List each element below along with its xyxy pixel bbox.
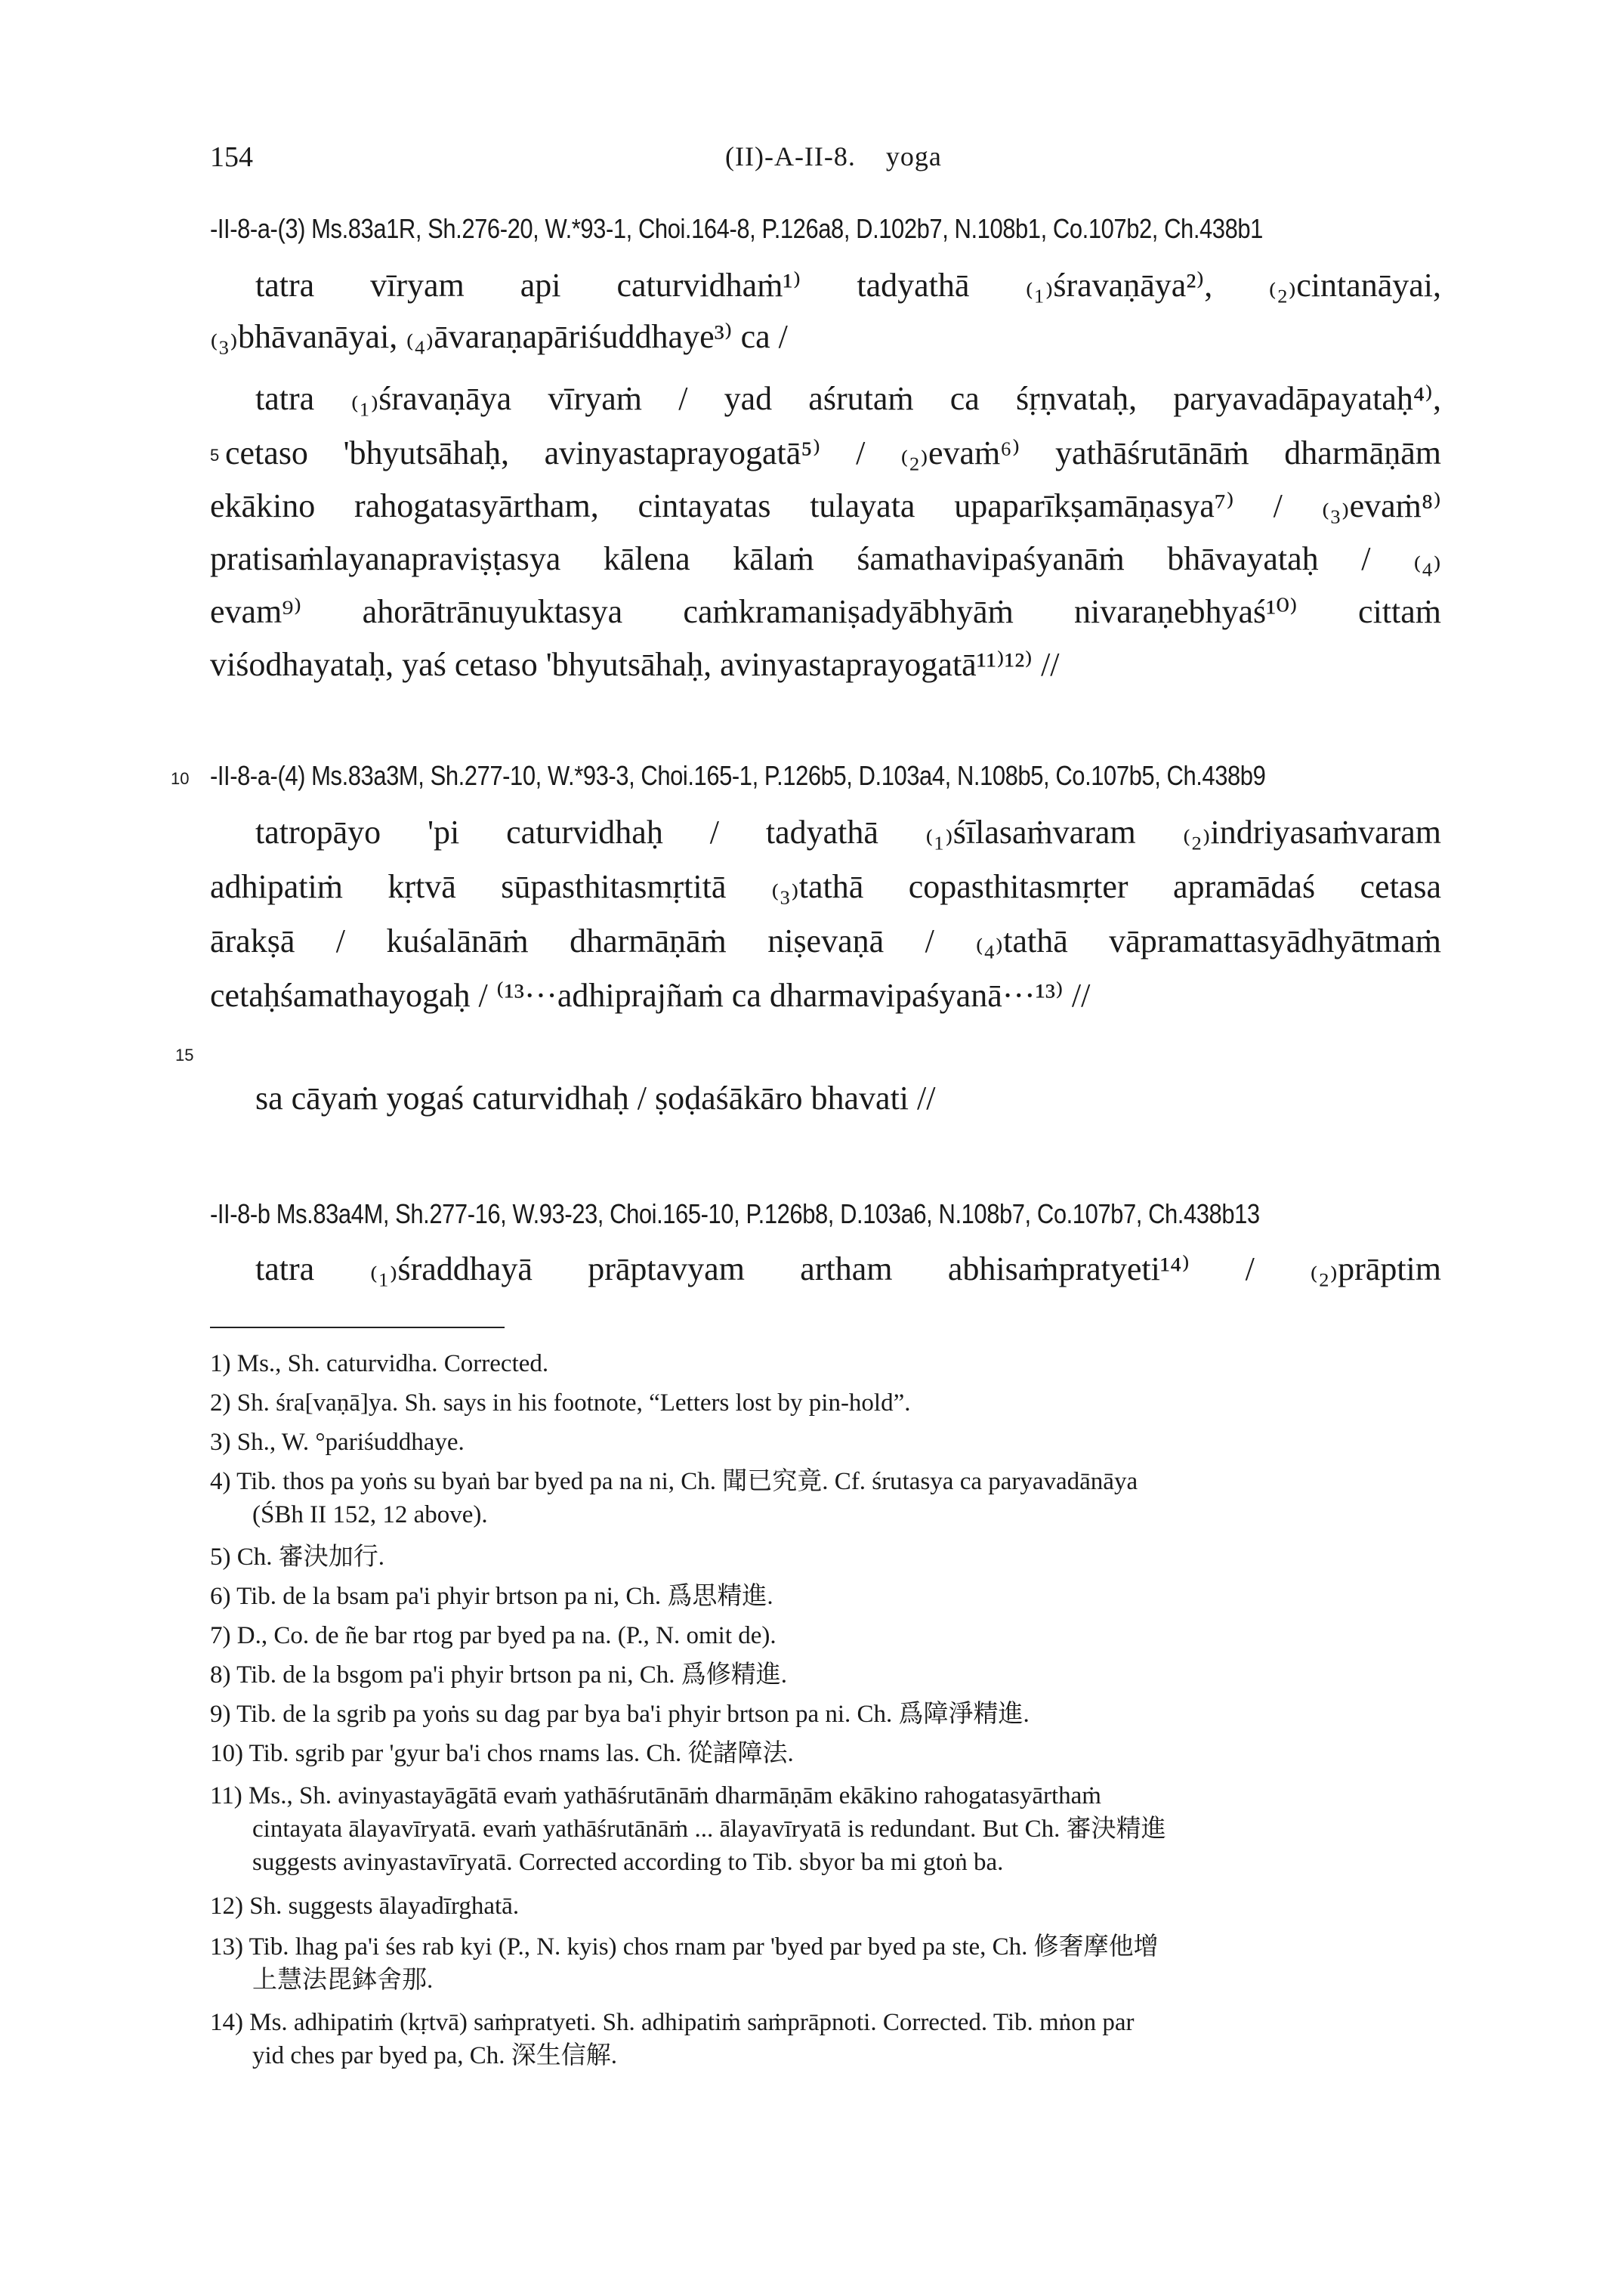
footnote-4-continued: (ŚBh II 152, 12 above).	[252, 1501, 488, 1528]
body-line-13: sa cāyaṁ yogaś caturvidhaḥ / ṣoḍaśākāro bhavati //	[255, 1080, 936, 1117]
footnote-5: 5) Ch. 審決加行.	[210, 1544, 384, 1571]
body-line-8: viśodhayataḥ, yaś cetaso 'bhyutsāhaḥ, avinyastaprayogatā¹¹⁾¹²⁾ //	[210, 646, 1060, 683]
body-line-6: pratisaṁlayanapraviṣṭasya kālena kālaṁ śamathavipaśyanāṁ bhāvayataḥ / ₍₄₎	[210, 540, 1441, 577]
footnote-14: 14) Ms. adhipatiṁ (kṛtvā) saṁpratyeti. Sh. adhipatiṁ saṁprāpnoti. Corrected. Tib. mṅon par	[210, 2009, 1135, 2036]
section-reference-2: -II-8-a-(4) Ms.83a3M, Sh.277-10, W.*93-3, Choi.165-1, P.126b5, D.103a4, N.108b5, Co.107b5, Ch.438b9	[210, 760, 1266, 791]
footnote-3: 3) Sh., W. °pariśuddhaye.	[210, 1429, 465, 1456]
footnote-11: 11) Ms., Sh. avinyastayāgātā evaṁ yathāśrutānāṁ dharmāṇām ekākino rahogatasyārthaṁ	[210, 1782, 1101, 1809]
footnote-8: 8) Tib. de la bsgom pa'i phyir brtson pa ni, Ch. 爲修精進.	[210, 1661, 788, 1689]
section-reference-3: -II-8-b Ms.83a4M, Sh.277-16, W.93-23, Choi.165-10, P.126b8, D.103a6, N.108b7, Co.107b7, Ch.438b13	[210, 1198, 1260, 1229]
footnote-rule	[210, 1327, 505, 1328]
page-number: 154	[210, 141, 253, 173]
body-line-10: adhipatiṁ kṛtvā sūpasthitasmṛtitā ₍₃₎tathā copasthitasmṛter apramādaś cetasa	[210, 868, 1441, 905]
footnote-13-continued: 上慧法毘鉢舍那.	[252, 1967, 434, 1994]
line-number-10: 10	[171, 769, 190, 788]
line-number-5: 5	[210, 446, 220, 465]
footnote-11-continued-1: cintayata ālayavīryatā. evaṁ yathāśrutānāṁ ... ālayavīryatā is redundant. But Ch. 審決精進	[252, 1815, 1166, 1843]
footnote-1: 1) Ms., Sh. caturvidha. Corrected.	[210, 1350, 549, 1377]
running-title: (II)-A-II-8. yoga	[725, 141, 942, 172]
footnote-13: 13) Tib. lhag pa'i śes rab kyi (P., N. kyis) chos rnam par 'byed par byed pa ste, Ch. 修奢摩他增	[210, 1933, 1159, 1961]
footnote-6: 6) Tib. de la bsam pa'i phyir brtson pa ni, Ch. 爲思精進.	[210, 1583, 773, 1610]
body-line-4: cetaso 'bhyutsāhaḥ, avinyastaprayogatā⁵⁾ / ₍₂₎evaṁ⁶⁾ yathāśrutānāṁ dharmāṇām	[225, 434, 1441, 471]
footnote-11-continued-2: suggests avinyastavīryatā. Corrected according to Tib. sbyor ba mi gtoṅ ba.	[252, 1849, 1004, 1876]
body-line-11: ārakṣā / kuśalānāṁ dharmāṇāṁ niṣevaṇā / ₍₄₎tathā vāpramattasyādhyātmaṁ	[210, 922, 1441, 959]
body-line-12: cetaḥśamathayogaḥ / ⁽¹³···adhiprajñaṁ ca dharmavipaśyanā···¹³⁾ //	[210, 977, 1091, 1014]
line-number-15: 15	[175, 1046, 194, 1065]
body-line-7: evam⁹⁾ ahorātrānuyuktasya caṁkramaniṣadyābhyāṁ nivaraṇebhyaś¹⁰⁾ cittaṁ	[210, 593, 1441, 630]
section-reference-1: -II-8-a-(3) Ms.83a1R, Sh.276-20, W.*93-1, Choi.164-8, P.126a8, D.102b7, N.108b1, Co.107b2, Ch.438b1	[210, 213, 1263, 244]
body-line-9: tatropāyo 'pi caturvidhaḥ / tadyathā ₍₁₎śīlasaṁvaram ₍₂₎indriyasaṁvaram	[255, 814, 1441, 851]
footnote-14-continued: yid ches par byed pa, Ch. 深生信解.	[252, 2042, 617, 2069]
footnote-4: 4) Tib. thos pa yoṅs su byaṅ bar byed pa na ni, Ch. 聞已究竟. Cf. śrutasya ca paryavadānāya	[210, 1468, 1138, 1495]
footnote-12: 12) Sh. suggests ālayadīrghatā.	[210, 1893, 520, 1920]
body-line-1: tatra vīryam api caturvidhaṁ¹⁾ tadyathā ₍₁₎śravaṇāya²⁾, ₍₂₎cintanāyai,	[255, 267, 1441, 304]
footnote-9: 9) Tib. de la sgrib pa yoṅs su dag par bya ba'i phyir brtson pa ni. Ch. 爲障淨精進.	[210, 1701, 1030, 1728]
body-line-5: ekākino rahogatasyārtham, cintayatas tulayata upaparīkṣamāṇasya⁷⁾ / ₍₃₎evaṁ⁸⁾	[210, 487, 1441, 524]
footnote-7: 7) D., Co. de ñe bar rtog par byed pa na. (P., N. omit de).	[210, 1622, 776, 1649]
body-line-3: tatra ₍₁₎śravaṇāya vīryaṁ / yad aśrutaṁ ca śṛṇvataḥ, paryavadāpayataḥ⁴⁾,	[255, 380, 1441, 417]
footnote-10: 10) Tib. sgrib par 'gyur ba'i chos rnams las. Ch. 從諸障法.	[210, 1740, 794, 1767]
footnote-2: 2) Sh. śra[vaṇā]ya. Sh. says in his footnote, “Letters lost by pin-hold”.	[210, 1389, 911, 1417]
body-line-2: ₍₃₎bhāvanāyai, ₍₄₎āvaraṇapāriśuddhaye³⁾ ca /	[210, 318, 788, 355]
body-line-14: tatra ₍₁₎śraddhayā prāptavyam artham abhisaṁpratyeti¹⁴⁾ / ₍₂₎prāptim	[255, 1250, 1441, 1287]
